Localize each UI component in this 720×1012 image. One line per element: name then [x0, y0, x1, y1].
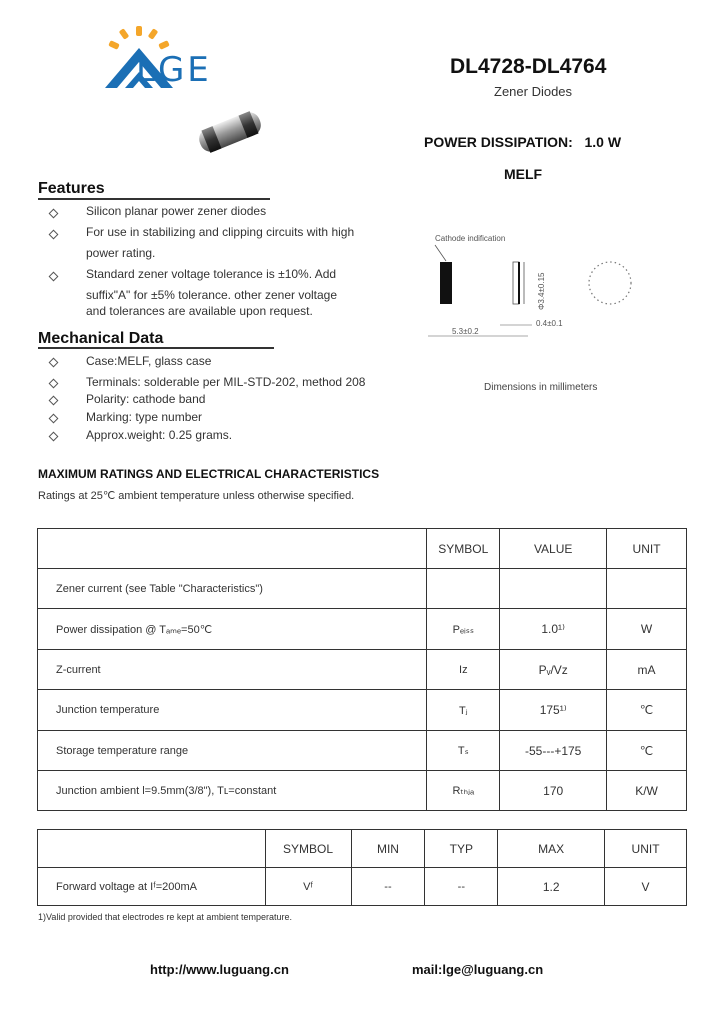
power-value: 1.0 W: [584, 134, 622, 150]
features-divider: [38, 198, 270, 200]
website-link[interactable]: http://www.luguang.cn: [150, 962, 289, 977]
part-title: DL4728-DL4764: [450, 55, 607, 78]
symbol-cell: Tₛ: [427, 731, 500, 771]
part-subtitle: Zener Diodes: [494, 84, 573, 99]
table-header-row: [38, 830, 687, 868]
param-cell: Storage temperature range: [38, 731, 427, 771]
feature-text: power rating.: [86, 246, 156, 260]
feature-text: suffix"A" for ±5% tolerance. other zener voltage: [86, 288, 338, 302]
feature-text: Standard zener voltage tolerance is ±10%. Add: [86, 267, 337, 281]
features-title: Features: [38, 180, 105, 197]
header-symbol: SYMBOL: [265, 830, 351, 868]
symbol-cell: Tⱼ: [427, 690, 500, 731]
value-cell: 170: [500, 771, 607, 811]
mechanical-divider: [38, 347, 274, 349]
unit-cell: V: [605, 868, 687, 906]
symbol-cell: Iᴢ: [427, 650, 500, 690]
diamond-bullet-icon: [49, 230, 59, 240]
min-cell: --: [351, 868, 425, 906]
brand-name: LGE: [136, 50, 212, 90]
value-cell: 1.0¹⁾: [500, 609, 607, 650]
table-row: [38, 650, 687, 690]
package-drawing: [420, 228, 650, 348]
param-cell: Forward voltage at Iᶠ=200mA: [38, 868, 266, 906]
value-cell: -55---+175: [500, 731, 607, 771]
mechanical-text: Polarity: cathode band: [86, 392, 206, 406]
footnote: 1)Valid provided that electrodes re kept at ambient temperature.: [38, 912, 292, 922]
symbol-cell: Pₑᵢₛₛ: [427, 609, 500, 650]
mechanical-title: Mechanical Data: [38, 330, 164, 347]
table-row: [38, 569, 687, 609]
dim-band: 0.4±0.1: [536, 319, 563, 328]
header-unit: UNIT: [605, 830, 687, 868]
header-value: VALUE: [500, 529, 607, 569]
diamond-bullet-icon: [49, 432, 59, 442]
unit-cell: W: [607, 609, 687, 650]
value-cell: [500, 569, 607, 609]
diamond-bullet-icon: [49, 358, 59, 368]
unit-cell: ℃: [607, 690, 687, 731]
package-type: MELF: [504, 166, 543, 182]
ratings-subtitle: Ratings at 25℃ ambient temperature unless otherwise specified.: [38, 490, 355, 502]
param-cell: Zener current (see Table "Characteristics"): [38, 569, 427, 609]
table-row: [38, 868, 687, 906]
typ-cell: --: [425, 868, 498, 906]
diamond-bullet-icon: [49, 379, 59, 389]
value-cell: Pᵥ/Vᴢ: [500, 650, 607, 690]
mechanical-text: Marking: type number: [86, 410, 203, 424]
table-row: [38, 690, 687, 731]
ratings-table: [37, 528, 687, 811]
mechanical-text: Case:MELF, glass case: [86, 354, 212, 368]
header-unit: UNIT: [607, 529, 687, 569]
power-dissipation: [424, 134, 621, 150]
cathode-label: Cathode indification: [435, 234, 506, 243]
symbol-cell: Vᶠ: [265, 868, 351, 906]
feature-text: Silicon planar power zener diodes: [86, 204, 267, 218]
unit-cell: mA: [607, 650, 687, 690]
value-cell: 175¹⁾: [500, 690, 607, 731]
cathode-band: [440, 262, 452, 304]
dimensions-note: Dimensions in millimeters: [484, 382, 598, 393]
sun-rays-icon: [108, 26, 170, 50]
dim-diameter: Φ3.4±0.15: [537, 272, 546, 310]
diode-image: [190, 104, 270, 160]
max-cell: 1.2: [498, 868, 605, 906]
mechanical-text: Terminals: solderable per MIL-STD-202, method 208: [86, 375, 366, 389]
diamond-bullet-icon: [49, 272, 59, 282]
table-header-row: [38, 529, 687, 569]
table-row: [38, 609, 687, 650]
dim-length: 5.3±0.2: [452, 327, 479, 336]
ratings-title: MAXIMUM RATINGS AND ELECTRICAL CHARACTERISTICS: [38, 467, 380, 481]
header-min: MIN: [351, 830, 425, 868]
param-cell: Junction temperature: [38, 690, 427, 731]
diamond-bullet-icon: [49, 396, 59, 406]
feature-text: and tolerances are available upon request.: [86, 304, 313, 318]
forward-table: [37, 829, 687, 906]
symbol-cell: [427, 569, 500, 609]
unit-cell: K/W: [607, 771, 687, 811]
email-link[interactable]: mail:lge@luguang.cn: [412, 962, 544, 977]
table-row: [38, 731, 687, 771]
param-cell: Junction ambient l=9.5mm(3/8"), Tʟ=constant: [38, 771, 427, 811]
unit-cell: ℃: [607, 731, 687, 771]
diamond-bullet-icon: [49, 414, 59, 424]
unit-cell: [607, 569, 687, 609]
param-cell: Power dissipation @ Tₐₘₑ=50℃: [38, 609, 427, 650]
diamond-bullet-icon: [49, 209, 59, 219]
mechanical-text: Approx.weight: 0.25 grams.: [86, 428, 233, 442]
param-cell: Z-current: [38, 650, 427, 690]
header-max: MAX: [498, 830, 605, 868]
feature-text: For use in stabilizing and clipping circuits with high: [86, 225, 355, 239]
header-typ: TYP: [425, 830, 498, 868]
table-row: [38, 771, 687, 811]
header-symbol: SYMBOL: [427, 529, 500, 569]
power-label: POWER DISSIPATION:: [424, 134, 573, 150]
symbol-cell: Rₜₕⱼₐ: [427, 771, 500, 811]
